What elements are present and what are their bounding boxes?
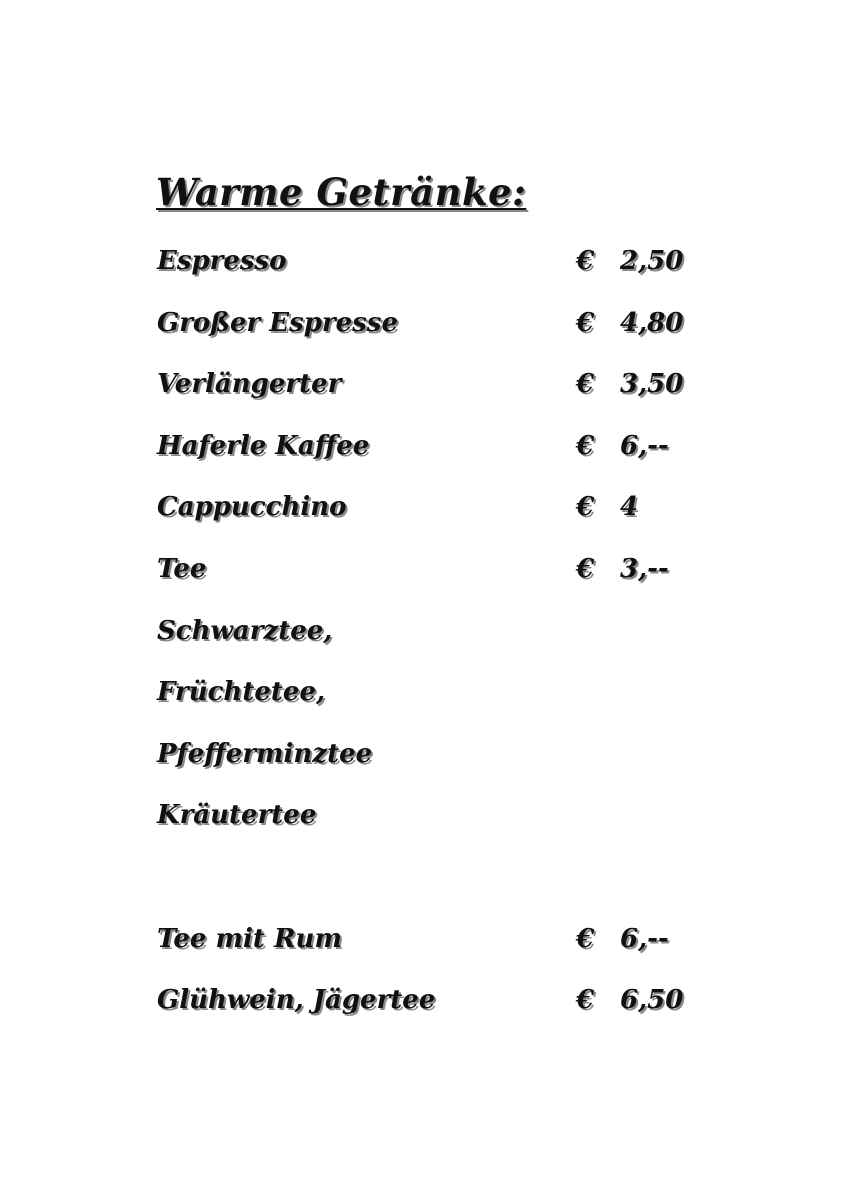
menu-item-price: 6,50 [620, 985, 684, 1015]
menu-item-name: Pfefferminztee [157, 739, 373, 769]
menu-item-name: Großer Espresse [157, 308, 398, 338]
menu-item-currency: € [576, 246, 595, 276]
menu-item-name: Tee [157, 554, 207, 584]
menu-item-price: 6,-- [620, 431, 669, 461]
menu-item-currency: € [576, 492, 595, 522]
menu-item-name: Tee mit Rum [157, 924, 342, 954]
menu-item-currency: € [576, 924, 595, 954]
menu-item-price: 4 [620, 492, 639, 522]
menu-title: Warme Getränke: [156, 170, 527, 214]
menu-item-price: 4,80 [620, 308, 684, 338]
menu-item-name: Verlängerter [157, 369, 342, 399]
menu-item-currency: € [576, 369, 595, 399]
menu-item-name: Früchtetee, [157, 677, 326, 707]
menu-item-name: Schwarztee, [157, 616, 333, 646]
menu-item-price: 6,-- [620, 924, 669, 954]
menu-item-name: Haferle Kaffee [157, 431, 370, 461]
menu-item-currency: € [576, 431, 595, 461]
menu-item-name: Glühwein, Jägertee [157, 985, 436, 1015]
menu-item-currency: € [576, 554, 595, 584]
menu-item-name: Espresso [157, 246, 287, 276]
menu-item-price: 3,-- [620, 554, 669, 584]
menu-item-name: Kräutertee [157, 800, 317, 830]
menu-item-price: 3,50 [620, 369, 684, 399]
menu-item-currency: € [576, 985, 595, 1015]
menu-item-currency: € [576, 308, 595, 338]
menu-item-name: Cappucchino [157, 492, 347, 522]
menu-item-price: 2,50 [620, 246, 684, 276]
